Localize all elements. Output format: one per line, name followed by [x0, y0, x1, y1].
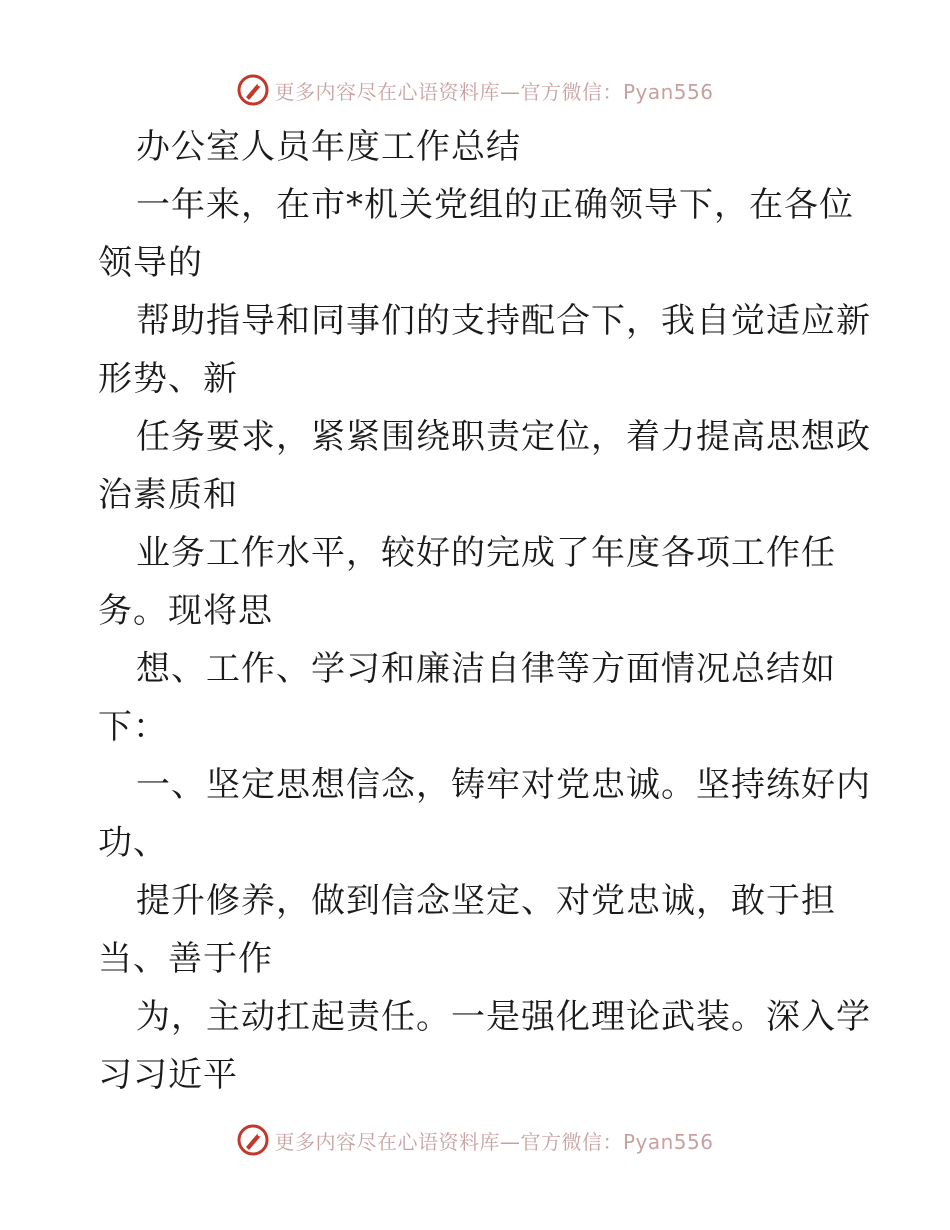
- watermark-text: 更多内容尽在心语资料库—官方微信：Pyan556: [274, 1129, 714, 1154]
- document-title: 办公室人员年度工作总结: [136, 127, 521, 167]
- paragraph-line: 下：: [98, 707, 168, 747]
- pen-nib-circle-icon: [236, 73, 270, 107]
- paragraph-line: 当、善于作: [98, 939, 273, 979]
- paragraph-line: 治素质和: [98, 475, 238, 515]
- paragraph-line: 业务工作水平，较好的完成了年度各项工作任: [136, 533, 836, 573]
- paragraph-line: 提升修养，做到信念坚定、对党忠诚，敢于担: [136, 881, 836, 921]
- section-heading-line: 一、坚定思想信念，铸牢对党忠诚。坚持练好内: [136, 765, 871, 805]
- watermark-text: 更多内容尽在心语资料库—官方微信：Pyan556: [274, 79, 714, 104]
- paragraph-line: 帮助指导和同事们的支持配合下，我自觉适应新: [136, 301, 871, 341]
- document-body: [98, 118, 871, 1104]
- paragraph-line: 任务要求，紧紧围绕职责定位，着力提高思想政: [136, 417, 871, 457]
- paragraph-line: 想、工作、学习和廉洁自律等方面情况总结如: [136, 649, 836, 689]
- paragraph-line: 习习近平: [98, 1055, 238, 1095]
- paragraph-line: 务。现将思: [98, 591, 273, 631]
- paragraph-line: 为，主动扛起责任。一是强化理论武装。深入学: [136, 997, 871, 1037]
- pen-nib-circle-icon: [236, 1123, 270, 1157]
- paragraph-line: 一年来，在市*机关党组的正确领导下，在各位: [136, 185, 854, 225]
- paragraph-line: 功、: [98, 823, 168, 863]
- footer-watermark: [0, 1120, 950, 1160]
- paragraph-line: 领导的: [98, 243, 203, 283]
- header-watermark: [0, 70, 950, 110]
- paragraph-line: 形势、新: [98, 359, 238, 399]
